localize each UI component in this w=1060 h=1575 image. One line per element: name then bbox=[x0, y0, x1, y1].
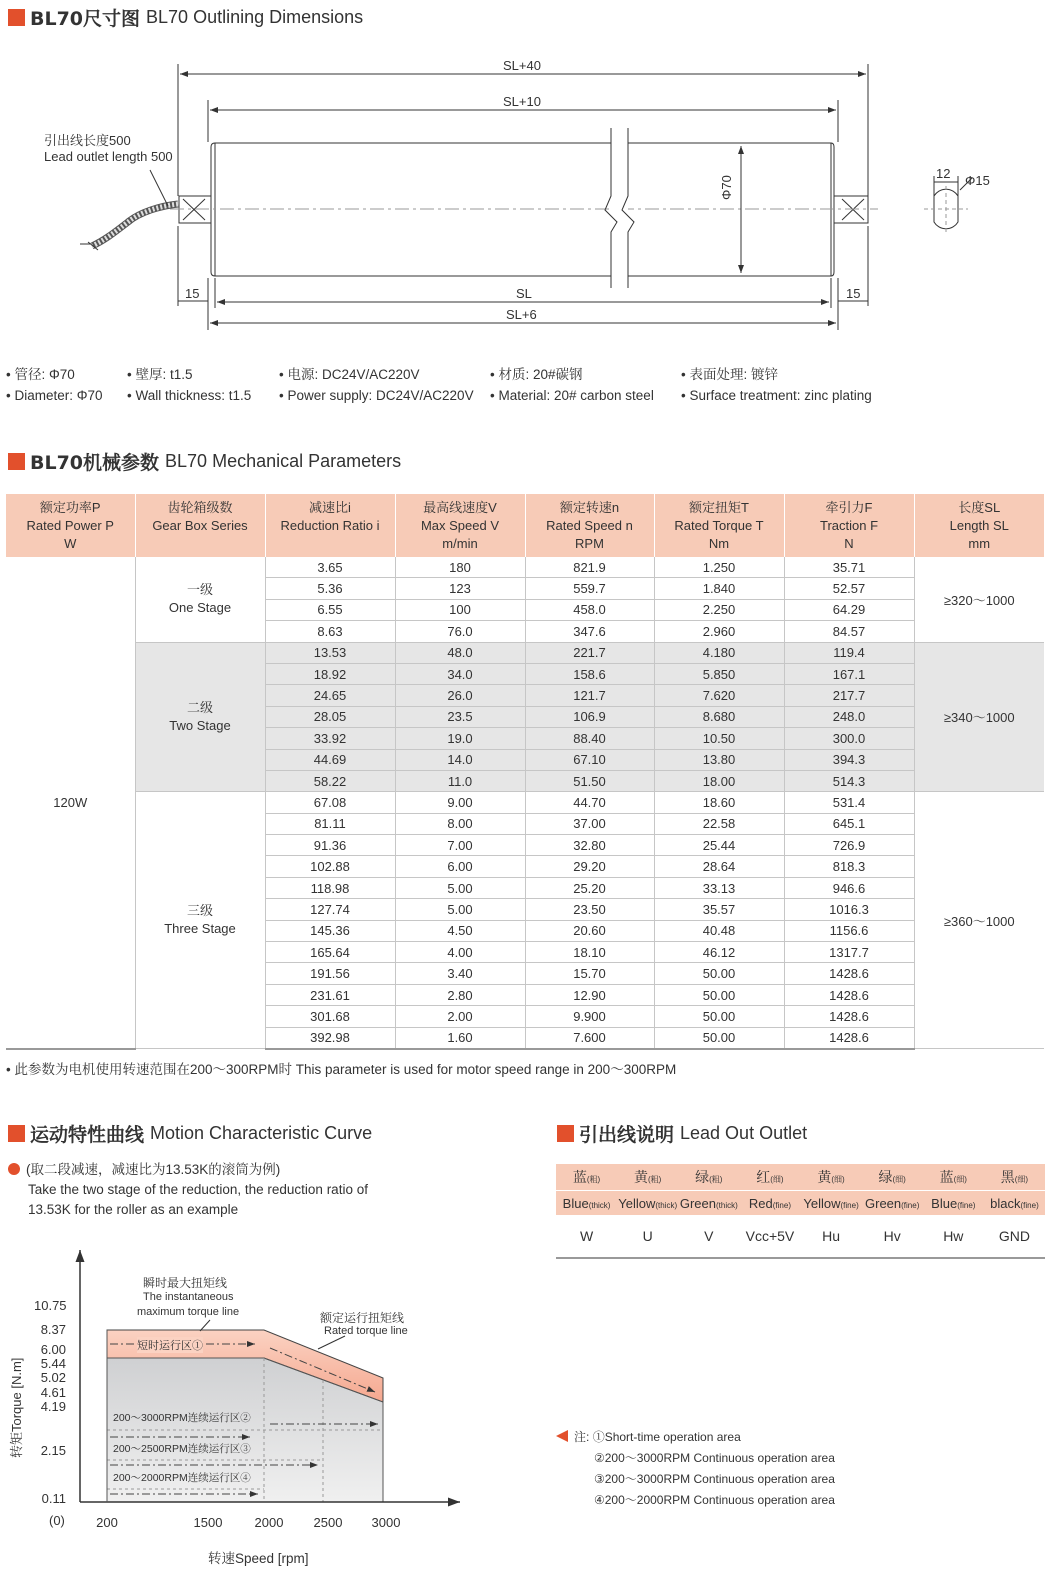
lead-length-en: Lead outlet length 500 bbox=[44, 149, 173, 164]
table-cell: 821.9 bbox=[525, 557, 654, 578]
table-cell: 2.00 bbox=[395, 1006, 525, 1027]
table-cell: 29.20 bbox=[525, 856, 654, 877]
table-cell: 10.50 bbox=[654, 728, 784, 749]
spec-list bbox=[6, 364, 1056, 406]
spec-wall: • 壁厚: t1.5 • Wall thickness: t1.5 bbox=[127, 367, 252, 403]
section-title-en: BL70 Mechanical Parameters bbox=[165, 450, 402, 471]
table-cell: 51.50 bbox=[525, 770, 654, 791]
table-cell: 2.80 bbox=[395, 984, 525, 1005]
table-cell: 28.05 bbox=[265, 706, 395, 727]
table-cell: 12.90 bbox=[525, 984, 654, 1005]
lead-color-cn-cell: 黄(粗) bbox=[617, 1164, 678, 1191]
y-tick-label: 5.02 bbox=[40, 1370, 66, 1385]
lead-out-table bbox=[556, 1164, 1045, 1259]
lead-color-cn-cell: 绿(细) bbox=[862, 1164, 923, 1191]
region-4-label: 200～2000RPM连续运行区④ bbox=[113, 1472, 251, 1484]
lead-color-en-cell: Red(fine) bbox=[739, 1191, 800, 1216]
table-cell: 13.53 bbox=[265, 642, 395, 663]
length-range-cell: ≥320～1000 bbox=[914, 557, 1044, 642]
y-tick-label: 5.44 bbox=[40, 1356, 66, 1371]
table-cell: 248.0 bbox=[784, 706, 914, 727]
curve-description: (取二段减速，减速比为13.53K的滚筒为例) Take the two stage of the reduction, the reduction ratio of 13.53K for the roller as an example bbox=[8, 1160, 398, 1220]
table-cell: 81.11 bbox=[265, 813, 395, 834]
lead-color-en-cell: Blue(fine) bbox=[923, 1191, 984, 1216]
y-tick-label: 8.37 bbox=[40, 1322, 66, 1337]
section-title-en: BL70 Outlining Dimensions bbox=[146, 6, 364, 27]
table-cell: 221.7 bbox=[525, 642, 654, 663]
header-cell: 长度SL Length SL mm bbox=[914, 494, 1044, 557]
lead-color-cn-cell: 蓝(细) bbox=[923, 1164, 984, 1191]
dim-sl: SL bbox=[516, 286, 532, 301]
table-cell: 231.61 bbox=[265, 984, 395, 1005]
lead-color-cn-cell: 红(细) bbox=[739, 1164, 800, 1191]
motion-curve-chart bbox=[0, 1240, 480, 1575]
lead-color-en-cell: Green(fine) bbox=[862, 1191, 923, 1216]
table-cell: 1016.3 bbox=[784, 899, 914, 920]
section-marker bbox=[557, 1125, 574, 1142]
origin-label: (0) bbox=[49, 1513, 65, 1528]
table-cell: 46.12 bbox=[654, 942, 784, 963]
region-1-label: 短时运行区① bbox=[137, 1337, 203, 1353]
y-tick-label: 0.11 bbox=[41, 1491, 66, 1506]
table-cell: 28.64 bbox=[654, 856, 784, 877]
table-cell: 1428.6 bbox=[784, 1027, 914, 1049]
table-cell: 76.0 bbox=[395, 621, 525, 642]
table-cell: 50.00 bbox=[654, 984, 784, 1005]
table-cell: 1156.6 bbox=[784, 920, 914, 941]
table-cell: 726.9 bbox=[784, 835, 914, 856]
lead-color-cn-cell: 黑(细) bbox=[984, 1164, 1045, 1191]
table-cell: 7.00 bbox=[395, 835, 525, 856]
table-cell: 946.6 bbox=[784, 877, 914, 898]
table-cell: 1.840 bbox=[654, 578, 784, 599]
table-cell: 58.22 bbox=[265, 770, 395, 791]
header-cell: 减速比i Reduction Ratio i bbox=[265, 494, 395, 557]
section-marker bbox=[8, 1125, 25, 1142]
table-cell: 1.250 bbox=[654, 557, 784, 578]
spec-diameter: • 管径: Φ70 • Diameter: Φ70 bbox=[6, 367, 103, 403]
table-cell: 32.80 bbox=[525, 835, 654, 856]
table-cell: 1428.6 bbox=[784, 963, 914, 984]
header-cell: 额定转速n Rated Speed n RPM bbox=[525, 494, 654, 557]
y-axis-label: 转矩Torque [N.m] bbox=[9, 1357, 24, 1458]
table-cell: 4.180 bbox=[654, 642, 784, 663]
length-range-cell: ≥360～1000 bbox=[914, 792, 1044, 1049]
table-cell: 11.0 bbox=[395, 770, 525, 791]
gear-stage-cell: 三级 Three Stage bbox=[135, 792, 265, 1049]
table-cell: 1317.7 bbox=[784, 942, 914, 963]
table-cell: 18.60 bbox=[654, 792, 784, 813]
table-cell: 22.58 bbox=[654, 813, 784, 834]
x-tick-label: 200 bbox=[96, 1515, 118, 1530]
section-title-cn: 引出线说明 bbox=[579, 1123, 675, 1146]
table-cell: 64.29 bbox=[784, 599, 914, 620]
rated-power-cell: 120W bbox=[6, 557, 135, 1049]
table-cell: 88.40 bbox=[525, 728, 654, 749]
table-cell: 35.71 bbox=[784, 557, 914, 578]
y-tick-label: 10.75 bbox=[34, 1298, 67, 1313]
table-cell: 127.74 bbox=[265, 899, 395, 920]
chart-legend-notes: 注: ①Short-time operation area ②200～3000RPM Continuous operation area ③200～3000RPM Continuous operation area ④200～2000RPM Continuous operation area bbox=[556, 1427, 835, 1511]
x-tick-label: 1500 bbox=[193, 1515, 223, 1530]
table-cell: 5.850 bbox=[654, 663, 784, 684]
rated-torque-line-label-en: Rated torque line bbox=[324, 1325, 408, 1337]
table-cell: 2.960 bbox=[654, 621, 784, 642]
max-torque-line-label-en1: The instantaneous bbox=[143, 1291, 234, 1303]
header-cell: 额定功率P Rated Power P W bbox=[6, 494, 135, 557]
section-title-en: Motion Characteristic Curve bbox=[150, 1122, 373, 1143]
table-cell: 180 bbox=[395, 557, 525, 578]
lead-color-en-cell: Yellow(thick) bbox=[617, 1191, 678, 1216]
table-cell: 818.3 bbox=[784, 856, 914, 877]
lead-signal-cell: W bbox=[556, 1215, 617, 1258]
table-cell: 123 bbox=[395, 578, 525, 599]
lead-color-en-cell: black(fine) bbox=[984, 1191, 1045, 1216]
table-cell: 347.6 bbox=[525, 621, 654, 642]
table-cell: 24.65 bbox=[265, 685, 395, 706]
section-title-cn: 运动特性曲线 bbox=[30, 1123, 145, 1146]
table-cell: 458.0 bbox=[525, 599, 654, 620]
y-tick-label: 2.15 bbox=[40, 1443, 66, 1458]
table-cell: 50.00 bbox=[654, 1006, 784, 1027]
table-cell: 102.88 bbox=[265, 856, 395, 877]
table-cell: 48.0 bbox=[395, 642, 525, 663]
table-cell: 7.620 bbox=[654, 685, 784, 706]
table-cell: 145.36 bbox=[265, 920, 395, 941]
table-cell: 514.3 bbox=[784, 770, 914, 791]
dim-shaft-phi15: Φ15 bbox=[965, 173, 990, 188]
length-range-cell: ≥340～1000 bbox=[914, 642, 1044, 792]
table-cell: 50.00 bbox=[654, 1027, 784, 1049]
lead-color-cn-cell: 绿(粗) bbox=[678, 1164, 739, 1191]
spec-power: • 电源: DC24V/AC220V • Power supply: DC24V/AC220V bbox=[279, 367, 474, 403]
section-title-en: Lead Out Outlet bbox=[680, 1122, 808, 1143]
lead-color-en-cell: Yellow(fine) bbox=[801, 1191, 862, 1216]
lead-signal-cell: Hw bbox=[923, 1215, 984, 1258]
x-axis-label: 转速Speed [rpm] bbox=[208, 1551, 309, 1566]
table-cell: 18.00 bbox=[654, 770, 784, 791]
table-cell: 1428.6 bbox=[784, 984, 914, 1005]
table-cell: 394.3 bbox=[784, 749, 914, 770]
table-cell: 7.600 bbox=[525, 1027, 654, 1049]
table-cell: 300.0 bbox=[784, 728, 914, 749]
table-cell: 167.1 bbox=[784, 663, 914, 684]
lead-signal-cell: Vcc+5V bbox=[739, 1215, 800, 1258]
table-cell: 1.60 bbox=[395, 1027, 525, 1049]
max-torque-line-label-en2: maximum torque line bbox=[137, 1306, 240, 1318]
lead-color-cn-cell: 蓝(粗) bbox=[556, 1164, 617, 1191]
spec-surface: • 表面处理: 镀锌 • Surface treatment: zinc plating bbox=[681, 367, 872, 403]
pointer-triangle-icon bbox=[556, 1430, 568, 1442]
table-cell: 33.92 bbox=[265, 728, 395, 749]
table-cell: 33.13 bbox=[654, 877, 784, 898]
dim-sl-plus-40: SL+40 bbox=[503, 58, 541, 73]
gear-stage-cell: 二级 Two Stage bbox=[135, 642, 265, 792]
gear-stage-cell: 一级 One Stage bbox=[135, 557, 265, 642]
table-cell: 5.00 bbox=[395, 899, 525, 920]
table-cell: 5.36 bbox=[265, 578, 395, 599]
mechanical-parameters-table bbox=[6, 494, 1044, 1050]
header-cell: 牵引力F Traction F N bbox=[784, 494, 914, 557]
table-cell: 119.4 bbox=[784, 642, 914, 663]
table-cell: 44.70 bbox=[525, 792, 654, 813]
x-tick-label: 2500 bbox=[313, 1515, 343, 1530]
table-cell: 25.20 bbox=[525, 877, 654, 898]
y-tick-label: 6.00 bbox=[40, 1342, 66, 1357]
x-tick-label: 2000 bbox=[254, 1515, 284, 1530]
table-cell: 19.0 bbox=[395, 728, 525, 749]
dim-shaft-12: 12 bbox=[936, 166, 951, 181]
lead-signal-cell: V bbox=[678, 1215, 739, 1258]
motion-section-title bbox=[8, 1119, 372, 1147]
table-cell: 559.7 bbox=[525, 578, 654, 599]
table-cell: 100 bbox=[395, 599, 525, 620]
table-cell: 6.55 bbox=[265, 599, 395, 620]
table-cell: 301.68 bbox=[265, 1006, 395, 1027]
table-cell: 23.50 bbox=[525, 899, 654, 920]
table-cell: 26.0 bbox=[395, 685, 525, 706]
table-cell: 158.6 bbox=[525, 663, 654, 684]
table-row bbox=[6, 792, 1044, 813]
dim-sl-plus-6: SL+6 bbox=[506, 307, 537, 322]
table-cell: 3.40 bbox=[395, 963, 525, 984]
header-cell: 额定扭矩T Rated Torque T Nm bbox=[654, 494, 784, 557]
table-cell: 645.1 bbox=[784, 813, 914, 834]
region-3-label: 200～2500RPM连续运行区③ bbox=[113, 1443, 251, 1455]
table-cell: 5.00 bbox=[395, 877, 525, 898]
table-row bbox=[6, 557, 1044, 578]
table-cell: 18.10 bbox=[525, 942, 654, 963]
header-cell: 齿轮箱级数 Gear Box Series bbox=[135, 494, 265, 557]
table-cell: 531.4 bbox=[784, 792, 914, 813]
table-cell: 14.0 bbox=[395, 749, 525, 770]
lead-signal-row bbox=[556, 1215, 1045, 1258]
table-cell: 50.00 bbox=[654, 963, 784, 984]
section-marker bbox=[8, 9, 25, 26]
table-header-row bbox=[6, 494, 1044, 557]
y-tick-label: 4.61 bbox=[40, 1385, 66, 1400]
table-cell: 8.00 bbox=[395, 813, 525, 834]
spec-material: • 材质: 20#碳钢 • Material: 20# carbon steel bbox=[490, 367, 654, 403]
lead-color-en-cell: Blue(thick) bbox=[556, 1191, 617, 1216]
lead-color-en-cell: Green(thick) bbox=[678, 1191, 739, 1216]
table-cell: 106.9 bbox=[525, 706, 654, 727]
x-tick-label: 3000 bbox=[371, 1515, 401, 1530]
table-cell: 37.00 bbox=[525, 813, 654, 834]
table-cell: 13.80 bbox=[654, 749, 784, 770]
table-cell: 121.7 bbox=[525, 685, 654, 706]
mechanical-section-title bbox=[8, 447, 401, 475]
table-cell: 2.250 bbox=[654, 599, 784, 620]
max-torque-line-label-cn: 瞬时最大扭矩线 bbox=[143, 1276, 228, 1290]
table-cell: 118.98 bbox=[265, 877, 395, 898]
table-note: • 此参数为电机使用转速范围在200～300RPM时 This parameter is used for motor speed range in 200～300RPM bbox=[6, 1062, 677, 1077]
table-cell: 67.08 bbox=[265, 792, 395, 813]
table-cell: 8.63 bbox=[265, 621, 395, 642]
table-cell: 392.98 bbox=[265, 1027, 395, 1049]
table-cell: 67.10 bbox=[525, 749, 654, 770]
table-cell: 44.69 bbox=[265, 749, 395, 770]
table-cell: 9.00 bbox=[395, 792, 525, 813]
lead-section-title bbox=[557, 1119, 807, 1147]
table-cell: 34.0 bbox=[395, 663, 525, 684]
lead-length-cn: 引出线长度500 bbox=[44, 133, 131, 148]
lead-signal-cell: U bbox=[617, 1215, 678, 1258]
table-cell: 23.5 bbox=[395, 706, 525, 727]
table-cell: 8.680 bbox=[654, 706, 784, 727]
section-marker bbox=[8, 453, 25, 470]
table-cell: 4.00 bbox=[395, 942, 525, 963]
table-cell: 191.56 bbox=[265, 963, 395, 984]
region-2-label: 200～3000RPM连续运行区② bbox=[113, 1412, 251, 1424]
section-title-cn: BL70机械参数 bbox=[30, 451, 160, 474]
lead-color-en-row bbox=[556, 1191, 1045, 1216]
table-cell: 217.7 bbox=[784, 685, 914, 706]
y-tick-label: 4.19 bbox=[40, 1399, 66, 1414]
lead-color-cn-cell: 黄(细) bbox=[801, 1164, 862, 1191]
bullet-dot-icon bbox=[8, 1163, 20, 1175]
lead-signal-cell: Hu bbox=[801, 1215, 862, 1258]
dim-sl-plus-10: SL+10 bbox=[503, 94, 541, 109]
table-cell: 1428.6 bbox=[784, 1006, 914, 1027]
table-cell: 40.48 bbox=[654, 920, 784, 941]
table-cell: 20.60 bbox=[525, 920, 654, 941]
table-cell: 3.65 bbox=[265, 557, 395, 578]
rated-torque-line-label-cn: 额定运行扭矩线 bbox=[320, 1311, 405, 1325]
section-title-cn: BL70尺寸图 bbox=[30, 7, 141, 30]
header-cell: 最高线速度V Max Speed V m/min bbox=[395, 494, 525, 557]
table-cell: 15.70 bbox=[525, 963, 654, 984]
lead-signal-cell: GND bbox=[984, 1215, 1045, 1258]
table-row bbox=[6, 642, 1044, 663]
dimensions-section-title bbox=[8, 3, 363, 31]
lead-color-cn-row bbox=[556, 1164, 1045, 1191]
table-body bbox=[6, 557, 1044, 1049]
table-cell: 9.900 bbox=[525, 1006, 654, 1027]
table-cell: 6.00 bbox=[395, 856, 525, 877]
table-cell: 4.50 bbox=[395, 920, 525, 941]
table-cell: 18.92 bbox=[265, 663, 395, 684]
table-cell: 91.36 bbox=[265, 835, 395, 856]
dim-left-15: 15 bbox=[185, 286, 200, 301]
lead-signal-cell: Hv bbox=[862, 1215, 923, 1258]
dim-right-15: 15 bbox=[846, 286, 861, 301]
table-cell: 165.64 bbox=[265, 942, 395, 963]
dim-phi70: Φ70 bbox=[719, 175, 734, 200]
table-cell: 84.57 bbox=[784, 621, 914, 642]
table-cell: 52.57 bbox=[784, 578, 914, 599]
table-cell: 35.57 bbox=[654, 899, 784, 920]
table-cell: 25.44 bbox=[654, 835, 784, 856]
